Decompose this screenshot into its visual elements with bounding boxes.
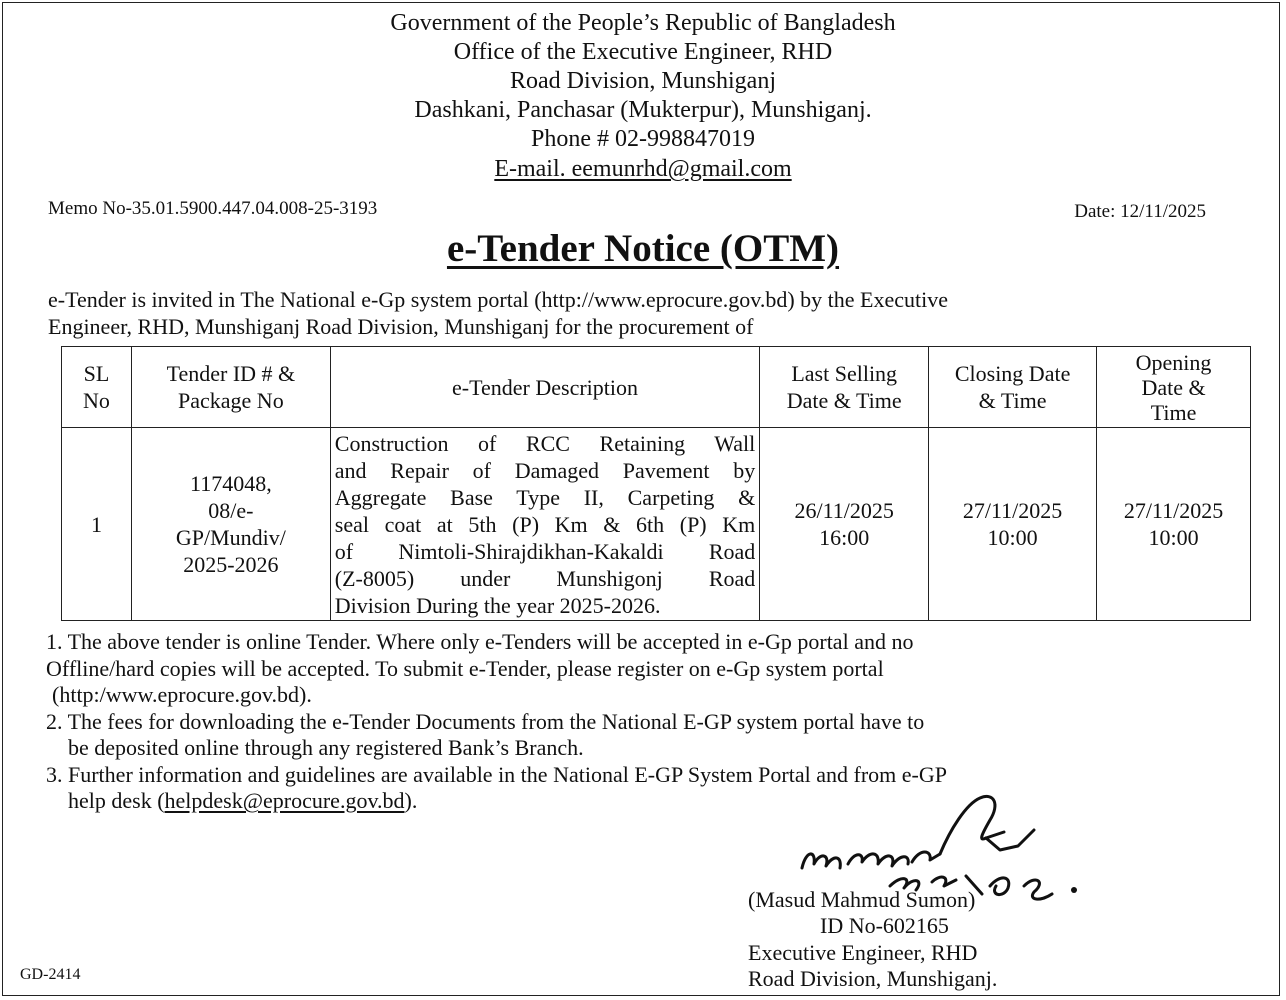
description-line-4: seal coat at 5th (P) Km & 6th (P) Km xyxy=(334,511,756,537)
note-2-line-1: 2. The fees for downloading the e-Tender Documents from the National E-GP system portal have to xyxy=(46,709,925,734)
tender-id-line-4: 2025-2026 xyxy=(183,552,279,577)
closing-date: 27/11/2025 xyxy=(962,498,1063,523)
cell-closing xyxy=(929,428,1097,621)
description-line-7: Division During the year 2025-2026. xyxy=(334,592,661,618)
cell-sl: 1 xyxy=(62,428,132,621)
last-selling-date: 26/11/2025 xyxy=(794,498,894,523)
header-sl-no xyxy=(62,347,132,428)
header-line-government: Government of the People’s Republic of Bangladesh xyxy=(390,10,896,36)
header-closing-line-2: & Time xyxy=(978,388,1047,413)
description-line-6: (Z-8005) under Munshigonj Road xyxy=(334,565,756,591)
table-header-row xyxy=(62,347,1251,428)
opening-time: 10:00 xyxy=(1148,525,1199,550)
note-3-suffix: ). xyxy=(404,788,418,813)
header-opening xyxy=(1097,347,1251,428)
footer-code: GD-2414 xyxy=(20,966,81,983)
note-3-line-1: 3. Further information and guidelines are available in the National E-GP System Portal and from e-GP xyxy=(46,762,947,787)
memo-number: Memo No-35.01.5900.447.04.008-25-3193 xyxy=(48,198,378,219)
header-last-line-2: Date & Time xyxy=(786,388,902,413)
header-tender-line-1: Tender ID # & xyxy=(166,361,296,386)
description-line-1: Construction of RCC Retaining Wall xyxy=(334,430,756,456)
header-description xyxy=(330,347,759,428)
description-line-3: Aggregate Base Type II, Carpeting & xyxy=(334,484,756,510)
header-tender-id xyxy=(131,347,330,428)
header-email: E-mail. eemunrhd@gmail.com xyxy=(494,156,792,182)
cell-opening xyxy=(1097,428,1251,621)
tender-id-line-3: GP/Mundiv/ xyxy=(175,525,286,550)
last-selling-time: 16:00 xyxy=(819,525,870,550)
tender-table xyxy=(61,346,1251,621)
note-1-line-2: Offline/hard copies will be accepted. To submit e-Tender, please register on e-Gp system portal xyxy=(46,656,884,681)
note-1-line-1: 1. The above tender is online Tender. Where only e-Tenders will be accepted in e-Gp portal and no xyxy=(46,629,914,654)
note-2-line-2: be deposited online through any registered Bank’s Branch. xyxy=(68,735,584,760)
signatory-id: ID No-602165 xyxy=(820,913,949,938)
notice-date: Date: 12/11/2025 xyxy=(1074,201,1206,222)
note-3-prefix: help desk ( xyxy=(68,788,165,813)
tender-id-line-1: 1174048, xyxy=(190,471,272,496)
header-closing xyxy=(929,347,1097,428)
note-3-line-2 xyxy=(68,787,417,814)
header-sl-line-1: SL xyxy=(83,361,110,386)
header-opening-line-3: Time xyxy=(1150,399,1197,425)
signatory-name: (Masud Mahmud Sumon) xyxy=(748,887,976,912)
cell-description xyxy=(330,428,759,621)
header-description-text: e-Tender Description xyxy=(452,374,639,400)
opening-date: 27/11/2025 xyxy=(1123,498,1224,523)
note-1-line-3: (http:/www.eprocure.gov.bd). xyxy=(52,682,312,707)
header-closing-line-1: Closing Date xyxy=(954,361,1071,386)
tender-id-line-2: 08/e- xyxy=(208,498,254,523)
signatory-office: Road Division, Munshiganj. xyxy=(748,966,998,991)
description-line-2: and Repair of Damaged Pavement by xyxy=(334,457,756,483)
header-line-division: Road Division, Munshiganj xyxy=(509,68,776,94)
header-line-address: Dashkani, Panchasar (Mukterpur), Munshiganj. xyxy=(414,97,872,123)
helpdesk-email-link[interactable]: helpdesk@eprocure.gov.bd xyxy=(164,788,405,813)
description-line-5: of Nimtoli-Shirajdikhan-Kakaldi Road xyxy=(334,538,756,564)
header-line-office: Office of the Executive Engineer, RHD xyxy=(453,39,833,65)
header-opening-line-2: Date & xyxy=(1141,374,1206,400)
header-sl-line-2: No xyxy=(83,388,110,413)
cell-last-selling xyxy=(760,428,929,621)
intro-line-1: e-Tender is invited in The National e-Gp system portal (http://www.eprocure.gov.bd) by the Executive xyxy=(48,287,949,312)
header-opening-line-1: Opening xyxy=(1135,349,1212,375)
closing-time: 10:00 xyxy=(987,525,1038,550)
notice-title: e-Tender Notice (OTM) xyxy=(446,227,840,270)
signatory-designation: Executive Engineer, RHD xyxy=(748,940,978,965)
cell-tender-id xyxy=(131,428,330,621)
header-phone: Phone # 02-998847019 xyxy=(531,126,755,152)
header-last-selling xyxy=(760,347,929,428)
header-last-line-1: Last Selling xyxy=(791,361,898,386)
intro-line-2: Engineer, RHD, Munshiganj Road Division, Munshiganj for the procurement of xyxy=(48,314,754,339)
table-row xyxy=(62,428,1251,621)
header-tender-line-2: Package No xyxy=(178,388,284,413)
